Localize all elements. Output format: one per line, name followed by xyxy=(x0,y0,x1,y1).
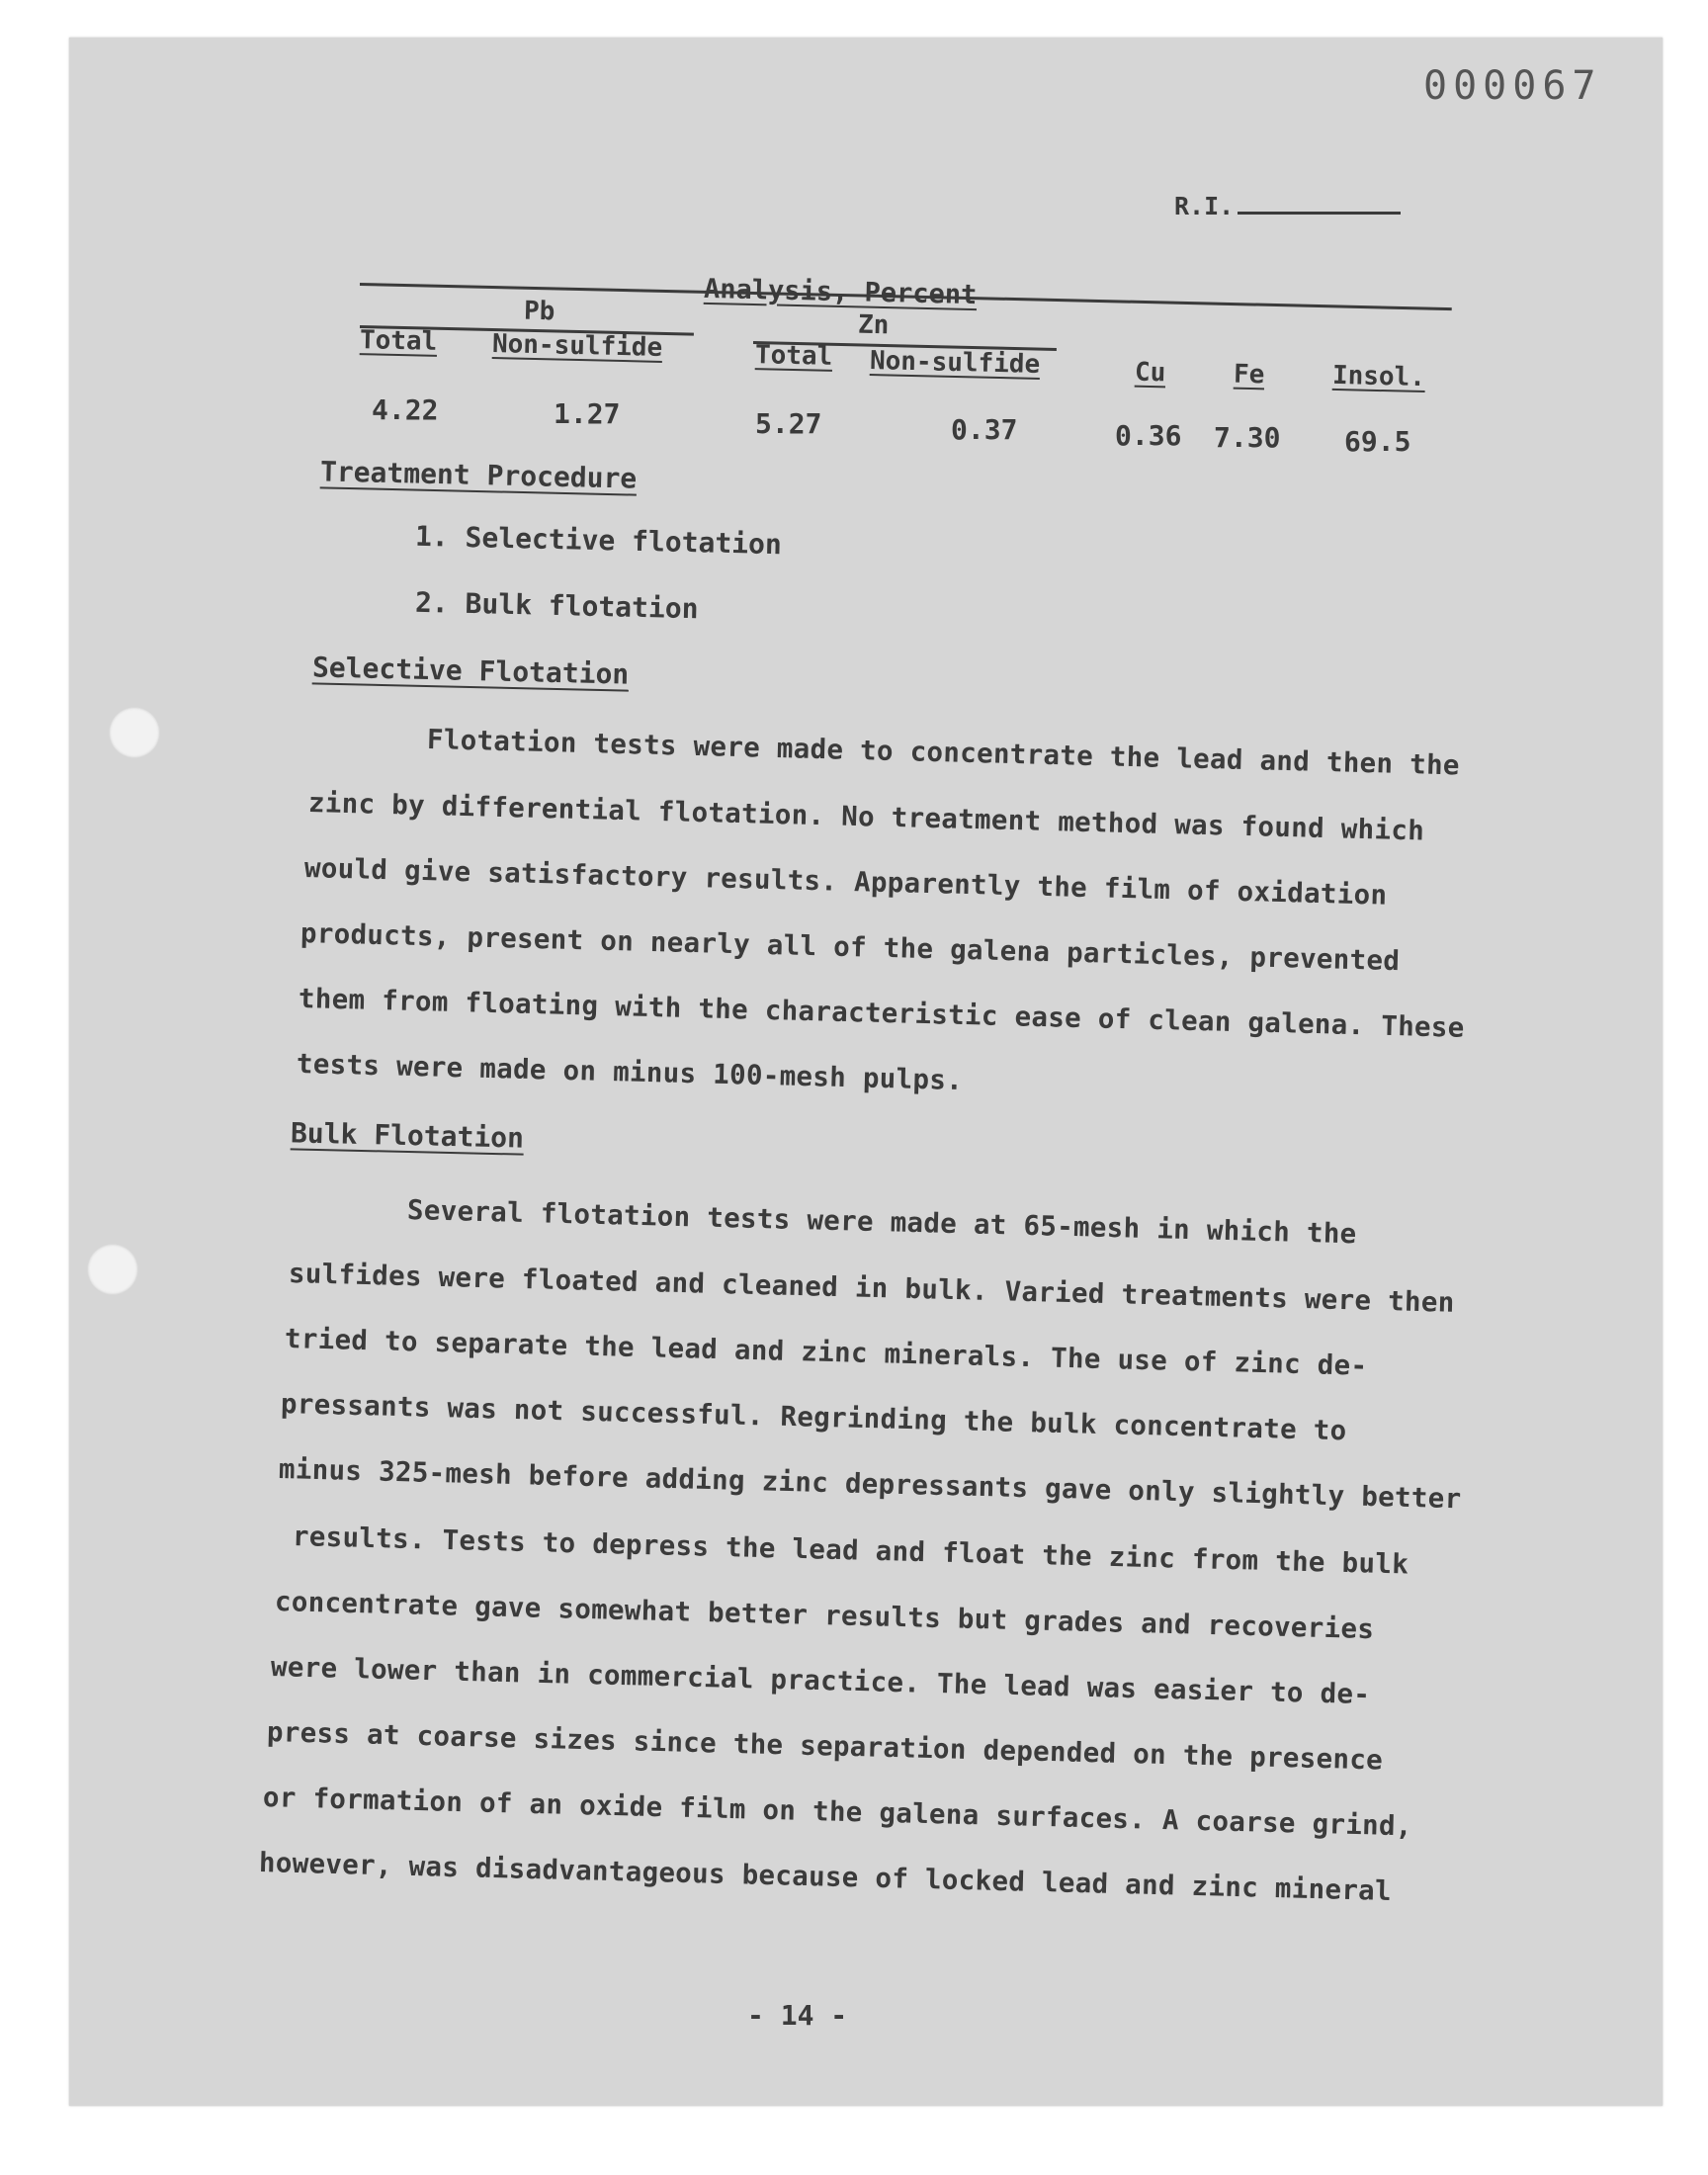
selective-heading: Selective Flotation xyxy=(311,651,630,691)
selective-line: tests were made on minus 100-mesh pulps. xyxy=(296,1048,964,1097)
col-zn-total: Total xyxy=(754,340,833,372)
bulk-line: results. Tests to depress the lead and float the zinc from the bulk xyxy=(292,1521,1409,1581)
val-pb-nonsulfide: 1.27 xyxy=(554,397,621,430)
pb-group-label: Pb xyxy=(523,296,555,327)
col-zn-nonsulfide: Non-sulfide xyxy=(869,346,1041,380)
selective-line: products, present on nearly all of the galena particles, prevented xyxy=(299,917,1401,978)
page-number: - 14 - xyxy=(747,1999,848,2032)
bulk-line: press at coarse sizes since the separation depended on the presence xyxy=(266,1716,1384,1777)
ri-blank-line xyxy=(1238,188,1401,215)
analysis-title: Analysis, Percent xyxy=(703,273,978,311)
scan-top-margin xyxy=(0,0,1708,36)
bulk-line: were lower than in commercial practice. The lead was easier to de- xyxy=(270,1651,1371,1711)
bulk-line: minus 325-mesh before adding zinc depressants gave only slightly better xyxy=(278,1453,1462,1516)
selective-line: zinc by differential flotation. No treatment method was found which xyxy=(307,787,1425,847)
treatment-item-2: 2. Bulk flotation xyxy=(414,585,699,626)
col-pb-total: Total xyxy=(359,325,438,357)
selective-line: them from floating with the characteristic ease of clean galena. These xyxy=(298,983,1465,1044)
col-pb-nonsulfide: Non-sulfide xyxy=(491,329,663,363)
val-pb-total: 4.22 xyxy=(372,393,439,426)
ri-field xyxy=(1174,188,1401,220)
val-zn-nonsulfide: 0.37 xyxy=(951,413,1018,446)
val-zn-total: 5.27 xyxy=(755,407,822,440)
binder-hole-bottom xyxy=(87,1244,138,1295)
bulk-line: however, was disadvantageous because of locked lead and zinc mineral xyxy=(258,1847,1393,1907)
val-insol: 69.5 xyxy=(1344,425,1411,458)
selective-line: Flotation tests were made to concentrate the lead and then the xyxy=(426,724,1461,782)
bulk-line: tried to separate the lead and zinc minerals. The use of zinc de- xyxy=(284,1323,1368,1382)
col-insol: Insol. xyxy=(1331,360,1426,393)
treatment-heading: Treatment Procedure xyxy=(319,455,638,495)
bulk-line: sulfides were floated and cleaned in bulk. Varied treatments were then xyxy=(288,1258,1455,1319)
treatment-item-1: 1. Selective flotation xyxy=(414,519,783,562)
selective-line: would give satisfactory results. Apparently the film of oxidation xyxy=(303,852,1388,912)
bulk-heading: Bulk Flotation xyxy=(290,1116,525,1155)
bulk-line: concentrate gave somewhat better results but grades and recoveries xyxy=(274,1586,1375,1646)
page-stamp-number: 000067 xyxy=(1423,63,1602,109)
val-fe: 7.30 xyxy=(1214,421,1281,454)
binder-hole-top xyxy=(109,707,160,758)
zn-group-label: Zn xyxy=(857,309,890,341)
bulk-line: Several flotation tests were made at 65-mesh in which the xyxy=(406,1194,1357,1251)
ri-label: R.I. xyxy=(1174,192,1235,220)
val-cu: 0.36 xyxy=(1115,419,1182,452)
bulk-line: pressants was not successful. Regrinding the bulk concentrate to xyxy=(280,1388,1347,1447)
col-cu: Cu xyxy=(1134,357,1166,389)
bulk-line: or formation of an oxide film on the galena surfaces. A coarse grind, xyxy=(262,1782,1413,1843)
col-fe: Fe xyxy=(1233,359,1265,391)
